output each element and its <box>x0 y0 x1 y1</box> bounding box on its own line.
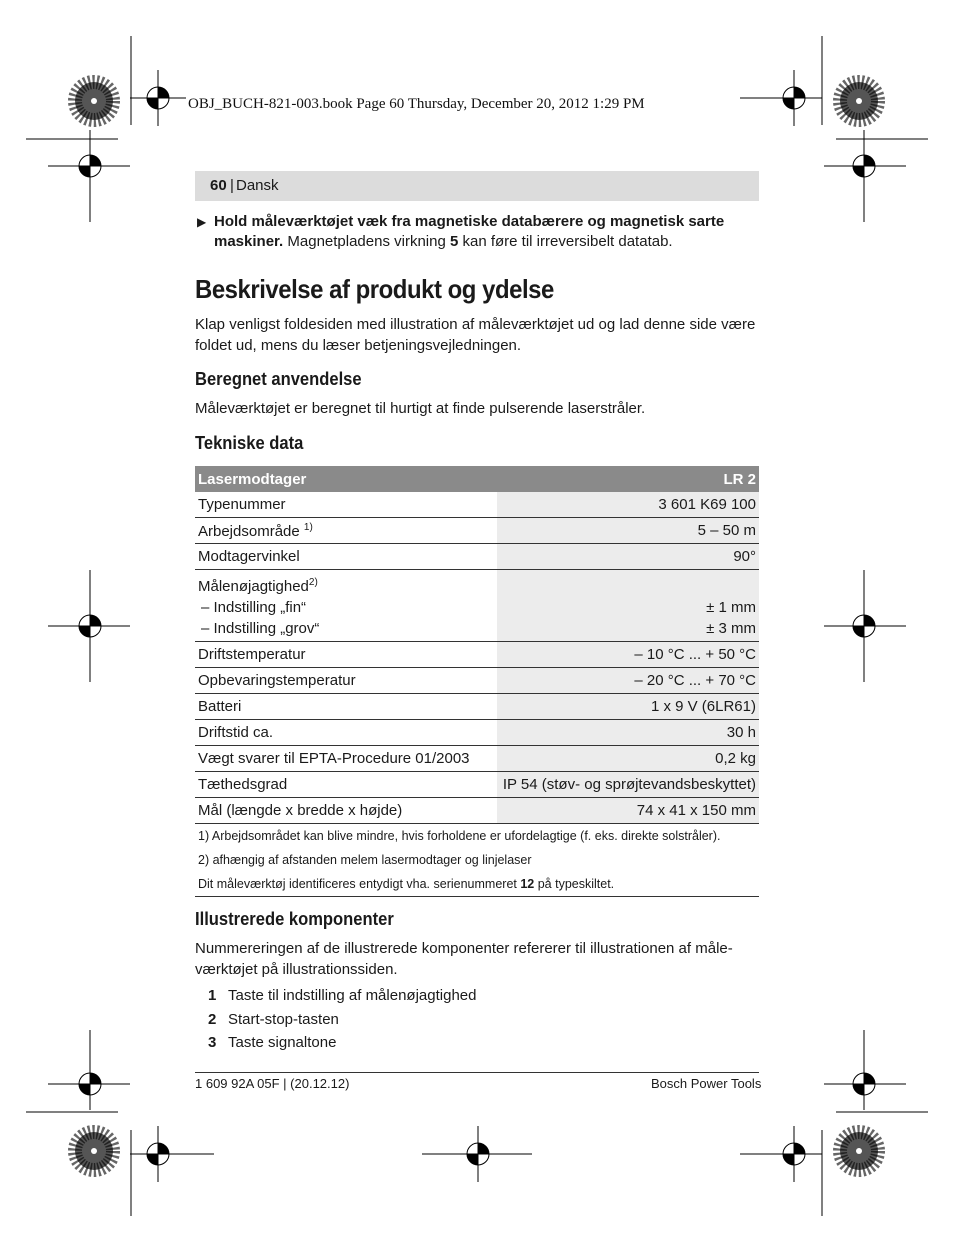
footnote-row <box>195 872 759 897</box>
intended-use-text: Måleværktøjet er beregnet til hurtigt at finde pulserende laserstråler. <box>195 400 646 417</box>
footnote-row <box>195 848 759 872</box>
components-heading: Illustrerede komponenter <box>195 909 394 929</box>
footnote-row <box>195 824 759 849</box>
warning-text: Hold måleværktøjet væk fra magnetiske databærere og magnetisk sarte maskiner. Magnetpladens virkning 5 kan føre til irreversibelt datatab. <box>214 213 725 250</box>
components-text: Nummereringen af de illustrerede komponenter refererer til illustrationen af måle-værktøjet på illustrationssiden. <box>195 940 733 978</box>
header-divider: | <box>230 177 234 194</box>
page-number: 60 <box>210 177 227 194</box>
list-item: 3 Taste signaltone <box>208 1034 337 1051</box>
table-row: Opbevaringstemperatur – 20 °C ... + 70 °C <box>195 668 759 694</box>
section-name: Dansk <box>236 177 279 194</box>
serial-note: Dit måleværktøj identificeres entydigt vha. serienummeret 12 på typeskiltet. <box>195 872 759 897</box>
list-item: 2 Start-stop-tasten <box>208 1010 339 1028</box>
table-row: Mål (længde x bredde x højde) 74 x 41 x 150 mm <box>195 798 759 824</box>
bullet-triangle-icon: ▶ <box>197 215 207 229</box>
page-title: Beskrivelse af produkt og ydelse <box>195 274 554 304</box>
components-list <box>208 984 476 1055</box>
table-row: Driftstid ca. 30 h <box>195 720 759 746</box>
table-row: Driftstemperatur – 10 °C ... + 50 °C <box>195 642 759 668</box>
footnote-1: 1) Arbejdsområdet kan blive mindre, hvis forholdene er ufordelagtige (f. eks. direkte solstråler). <box>198 829 721 843</box>
footer-divider <box>195 1072 759 1073</box>
table-header-value: LR 2 <box>497 466 759 492</box>
footer-brand: Bosch Power Tools <box>651 1076 762 1091</box>
table-row: Målenøjagtighed$^{2)}$ – Indstilling „fin“ – Indstilling „grov“ ± 1 mm ± 3 mm <box>195 570 759 642</box>
intended-use-heading: Beregnet anvendelse <box>195 369 362 389</box>
footnote-2: 2) afhængig af afstanden melem lasermodtager og linjelaser <box>198 853 532 867</box>
table-row: Typenummer 3 601 K69 100 <box>195 492 759 518</box>
print-slug: OBJ_BUCH-821-003.book Page 60 Thursday, December 20, 2012 1:29 PM <box>188 96 645 112</box>
table-header-row <box>195 466 759 492</box>
technical-data-heading: Tekniske data <box>195 433 304 453</box>
table-row: Batteri 1 x 9 V (6LR61) <box>195 694 759 720</box>
table-row: Tæthedsgrad IP 54 (støv- og sprøjtevandsbeskyttet) <box>195 772 759 798</box>
warning-note <box>195 212 759 252</box>
intro-paragraph: Klap venligst foldesiden med illustration af måleværktøjet ud og lad denne side være foldet ud, mens du læser betjeningsvejledningen. <box>195 316 756 354</box>
table-row: Vægt svarer til EPTA-Procedure 01/2003 0,2 kg <box>195 746 759 772</box>
technical-data-table <box>195 466 759 897</box>
table-row: Arbejdsområde $^{1)}$ 5 – 50 m <box>195 518 759 544</box>
list-item: 1 Taste til indstilling af målenøjagtighed <box>208 987 477 1004</box>
table-header-label: Lasermodtager <box>195 466 497 492</box>
table-row: Modtagervinkel 90° <box>195 544 759 570</box>
footer-doc-number: 1 609 92A 05F | (20.12.12) <box>195 1076 350 1091</box>
page-header <box>195 171 759 201</box>
